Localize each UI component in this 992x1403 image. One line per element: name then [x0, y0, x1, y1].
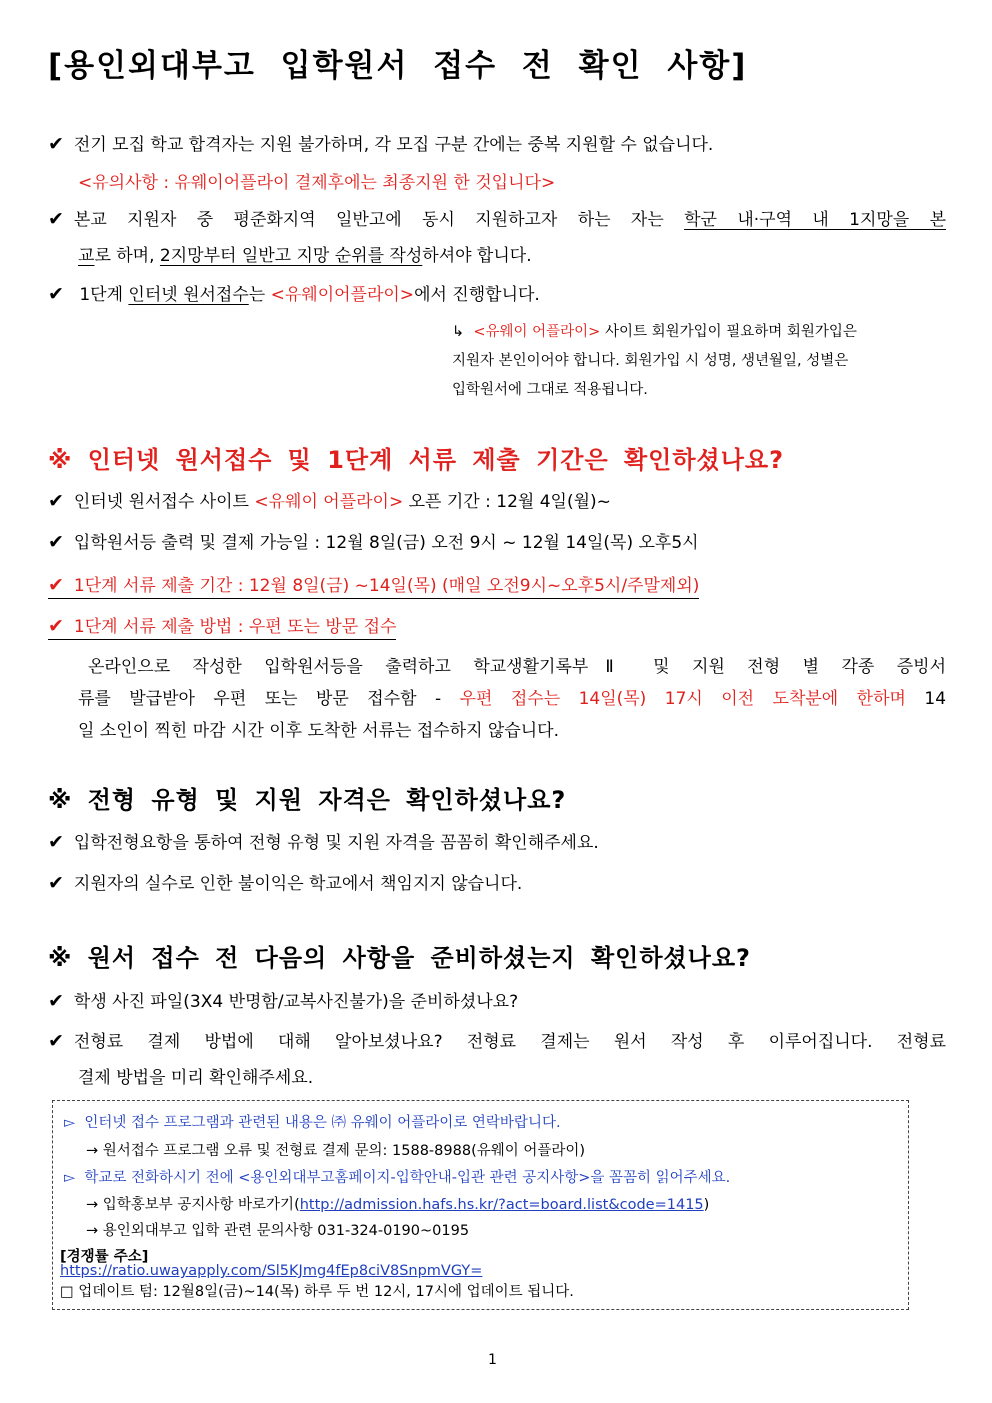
bullet-site: ✔ 인터넷 원서접수 사이트 <유웨이 어플라이> 오픈 기간 : 12월 4일(월)~	[48, 490, 611, 512]
para-line-3: 일 소인이 찍힌 마감 시간 이후 도착한 서류는 접수하지 않습니다.	[78, 721, 560, 741]
check-icon: ✔	[48, 490, 64, 512]
section-heading-eligibility: ※ 전형 유형 및 지원 자격은 확인하셨나요?	[48, 786, 567, 814]
check-icon: ✔	[48, 283, 64, 305]
check-icon: ✔	[48, 990, 64, 1012]
section-heading-preparation: ※ 원서 접수 전 다음의 사항을 준비하셨는지 확인하셨나요?	[48, 944, 751, 972]
bullet-photo: ✔ 학생 사진 파일(3X4 반명함/교복사진불가)을 준비하셨나요?	[48, 990, 519, 1012]
box-line-1: ▻ 인터넷 접수 프로그램과 관련된 내용은 ㈜ 유웨이 어플라이로 연락바랍니다.	[64, 1115, 561, 1131]
check-icon: ✔	[48, 208, 64, 230]
box-line-4: → 입학홍보부 공지사항 바로가기(http://admission.hafs.hs.kr/?act=board.list&code=1415)	[86, 1197, 710, 1213]
bullet-fee-cont: 결제 방법을 미리 확인해주세요.	[78, 1068, 314, 1088]
bullet-submit-period: ✔ 1단계 서류 제출 기간 : 12월 8일(금) ~14일(목) (매일 오전9시~오후5시/주말제외)	[48, 571, 699, 599]
triangle-icon: ▻	[64, 1115, 76, 1131]
sub-note-3: 입학원서에 그대로 적용됩니다.	[452, 382, 648, 398]
bullet-2-cont: 교로 하며, 2지망부터 일반고 지망 순위를 작성하셔야 합니다.	[78, 246, 532, 266]
update-note: □ 업데이트 텀: 12월8일(금)~14(목) 하루 두 번 12시, 17시에 업데이트 됩니다.	[60, 1284, 574, 1300]
ratio-link[interactable]: https://ratio.uwayapply.com/Sl5KJmg4fEp8ciV8SnpmVGY=	[60, 1263, 483, 1279]
bullet-responsibility: ✔ 지원자의 실수로 인한 불이익은 학교에서 책임지지 않습니다.	[48, 872, 523, 894]
check-icon: ✔	[48, 831, 64, 853]
bullet-2: ✔ 본교 지원자 중 평준화지역 일반고에 동시 지원하고자 하는 자는 학군 내·구역 내 1지망을 본	[48, 208, 946, 230]
notice-link[interactable]: http://admission.hafs.hs.kr/?act=board.list&code=1415	[299, 1197, 704, 1213]
page-title: [용인외대부고 입학원서 접수 전 확인 사항]	[48, 48, 748, 84]
check-icon: ✔	[48, 531, 64, 553]
check-icon: ✔	[48, 872, 64, 894]
page-number: 1	[488, 1352, 497, 1368]
bullet-1: ✔ 전기 모집 학교 합격자는 지원 불가하며, 각 모집 구분 간에는 중복 지원할 수 없습니다.	[48, 133, 714, 155]
sub-note-1: ↳ <유웨이 어플라이> 사이트 회원가입이 필요하며 회원가입은	[452, 324, 857, 340]
para-line-2: 류를 발급받아 우편 또는 방문 접수함 - 우편 접수는 14일(목) 17시 이전 도착분에 한하며 14	[78, 689, 947, 709]
bullet-submit-method: ✔ 1단계 서류 제출 방법 : 우편 또는 방문 접수	[48, 612, 396, 640]
box-line-2: → 원서접수 프로그램 오류 및 전형료 결제 문의: 1588-8988(유웨이 어플라이)	[86, 1143, 586, 1159]
para-line-1: 온라인으로 작성한 입학원서등을 출력하고 학교생활기록부Ⅱ 및 지원 전형 별 각종 증빙서	[88, 657, 946, 677]
arrow-icon: ↳	[452, 324, 465, 340]
bullet-3: ✔ 1단계 인터넷 원서접수는 <유웨이어플라이>에서 진행합니다.	[48, 283, 540, 305]
check-icon: ✔	[48, 574, 64, 596]
check-icon: ✔	[48, 615, 64, 637]
check-icon: ✔	[48, 1030, 64, 1052]
warning-note: <유의사항 : 유웨이어플라이 결제후에는 최종지원 한 것입니다>	[78, 173, 556, 193]
bullet-print: ✔ 입학원서등 출력 및 결제 가능일 : 12월 8일(금) 오전 9시 ~ 12월 14일(목) 오후5시	[48, 531, 699, 553]
check-icon: ✔	[48, 133, 64, 155]
bullet-check-guide: ✔ 입학전형요항을 통하여 전형 유형 및 지원 자격을 꼼꼼히 확인해주세요.	[48, 831, 599, 853]
triangle-icon: ▻	[64, 1170, 76, 1186]
box-line-3: ▻ 학교로 전화하시기 전에 <용인외대부고홈페이지-입학안내-입관 관련 공지사항>을 꼼꼼히 읽어주세요.	[64, 1170, 731, 1186]
section-heading-period: ※ 인터넷 원서접수 및 1단계 서류 제출 기간은 확인하셨나요?	[48, 446, 785, 474]
sub-note-2: 지원자 본인이어야 합니다. 회원가입 시 성명, 생년월일, 성별은	[452, 353, 849, 369]
bullet-fee: ✔ 전형료 결제 방법에 대해 알아보셨나요? 전형료 결제는 원서 작성 후 이루어집니다. 전형료	[48, 1030, 946, 1052]
ratio-heading: [경쟁률 주소]	[60, 1249, 149, 1265]
box-line-5: → 용인외대부고 입학 관련 문의사항 031-324-0190~0195	[86, 1223, 470, 1239]
